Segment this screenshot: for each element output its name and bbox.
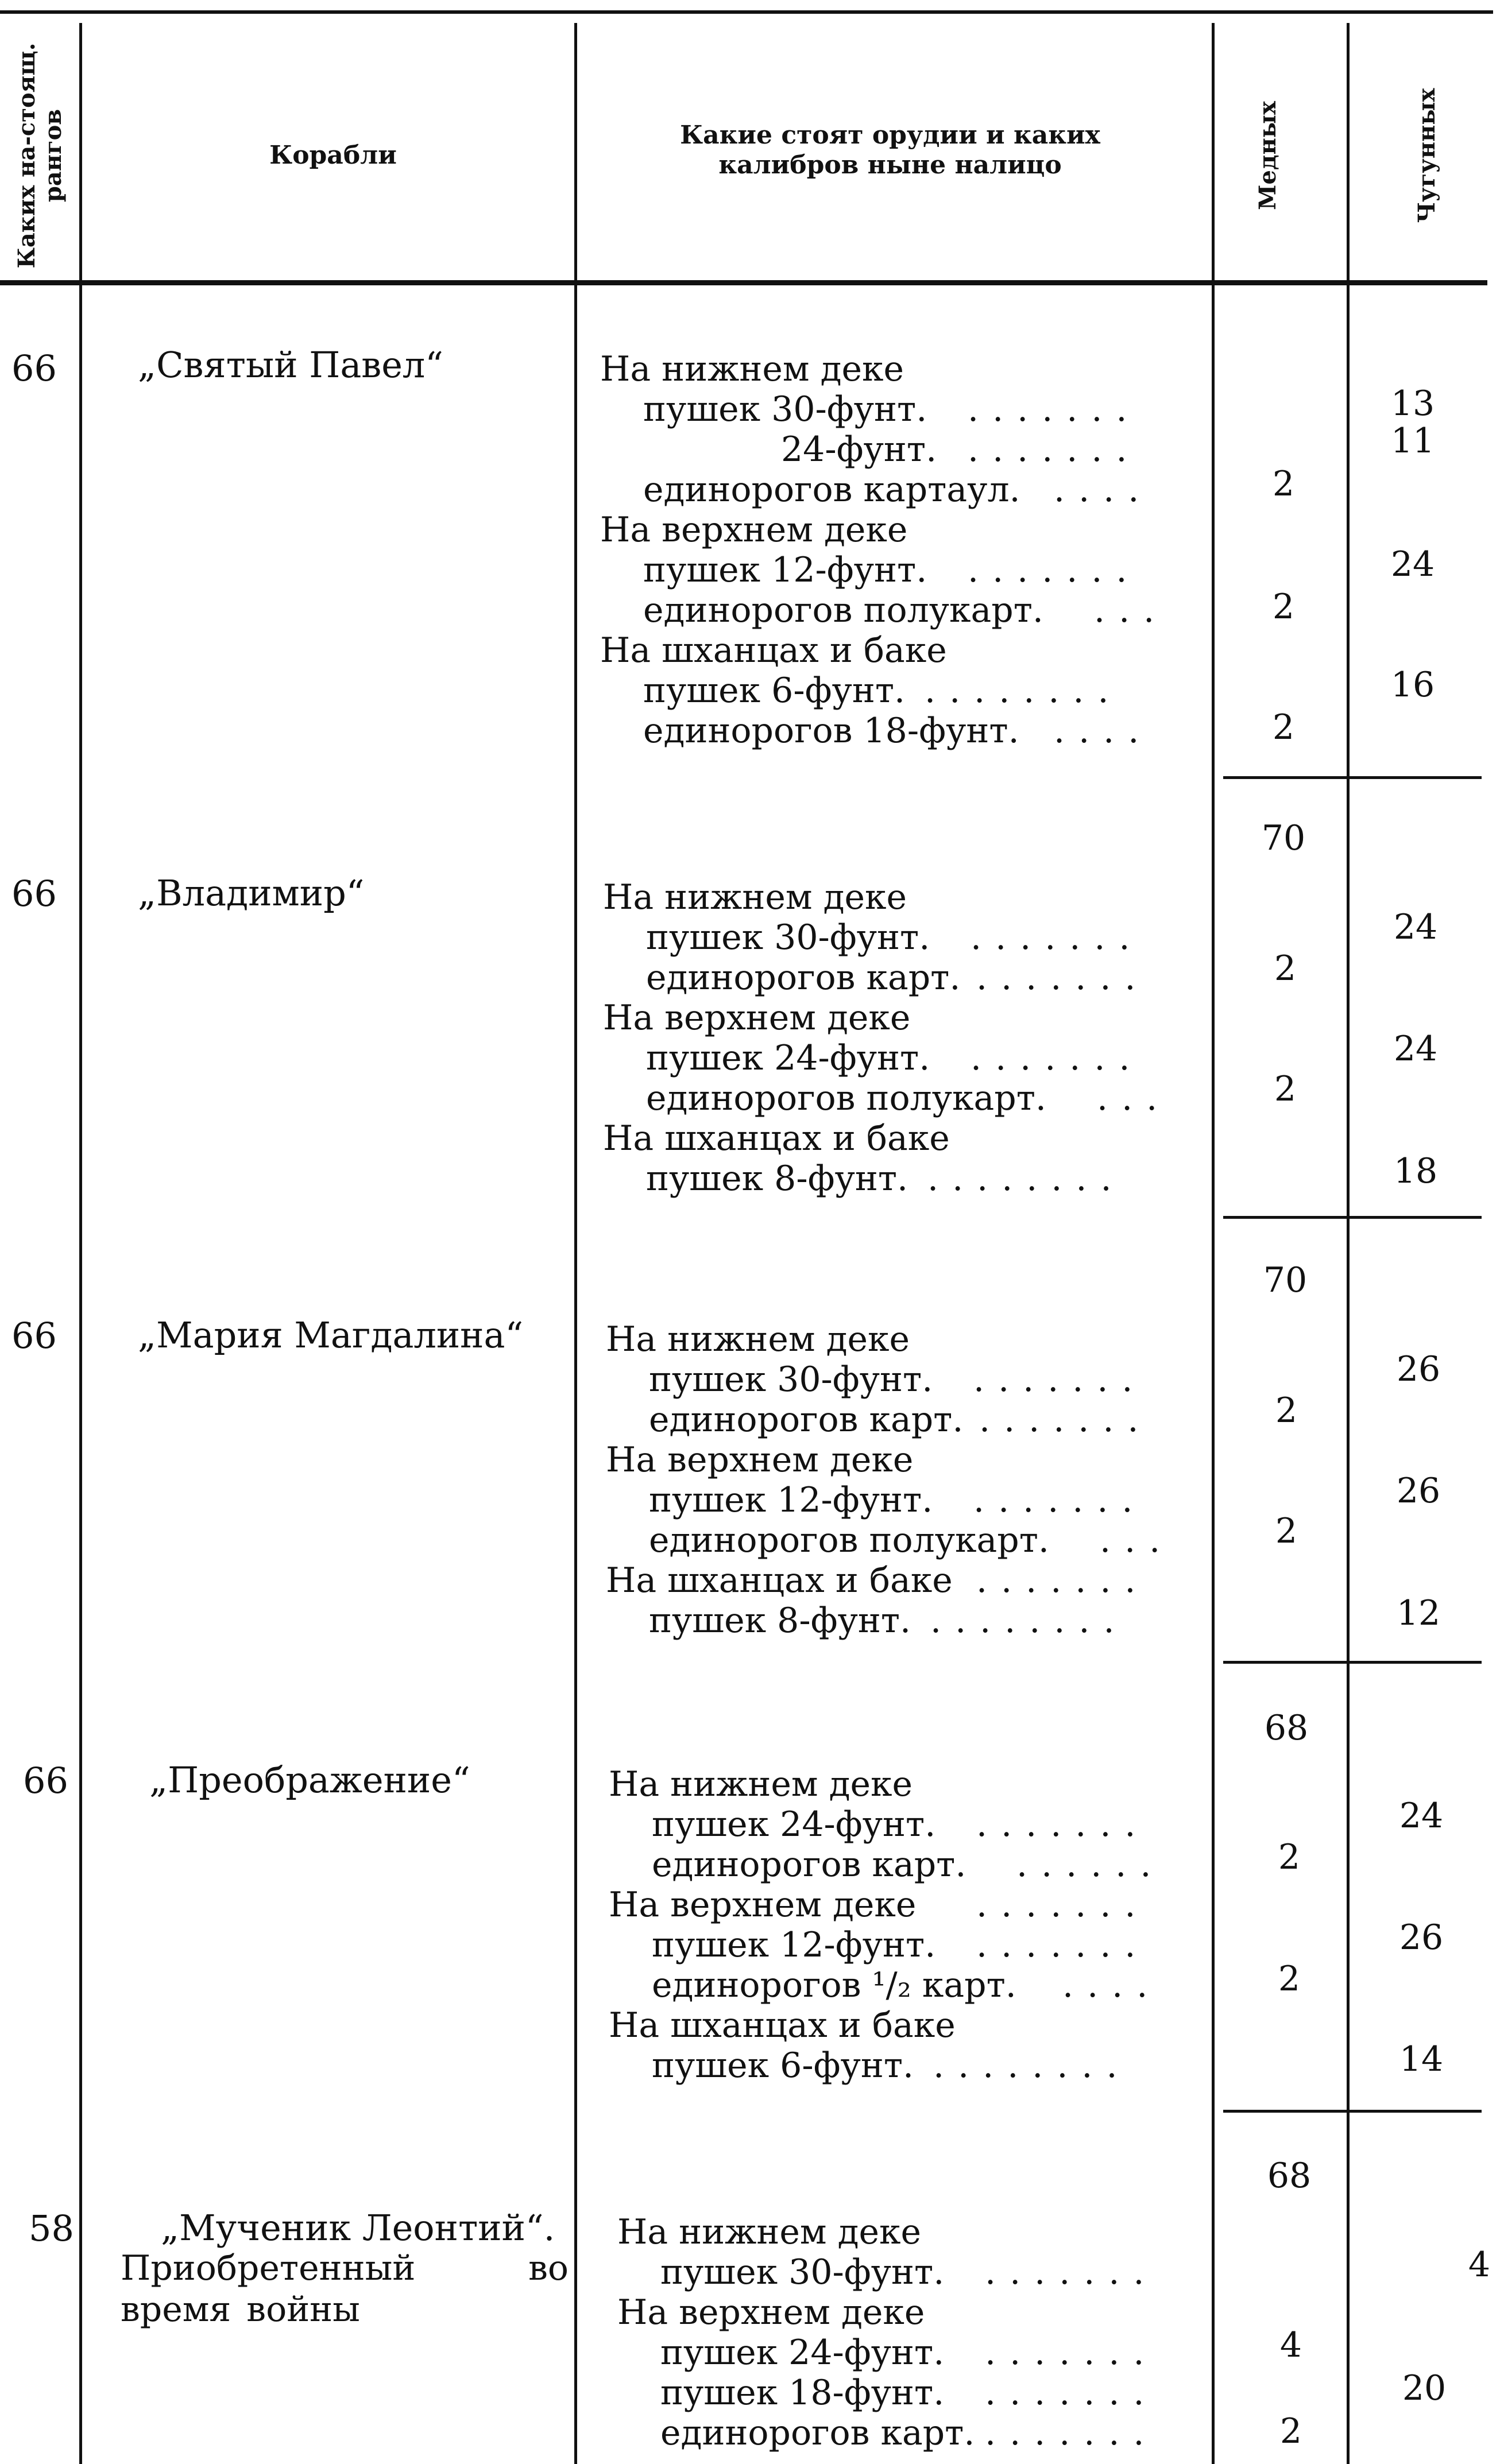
- ship-name: „Мученик Леонтий“.: [161, 2207, 555, 2249]
- ship-total: 70: [1261, 818, 1306, 858]
- deck-heading: На нижнем деке: [617, 2212, 922, 2252]
- leader-dots: ....: [1062, 1965, 1162, 2005]
- gun-entry: единорогов 18-фунт.: [643, 711, 1019, 751]
- gun-entry: пушек 12-фунт.: [643, 550, 927, 590]
- ship-description: Приобретенный во время войны: [121, 2248, 569, 2330]
- copper-count: 2: [1278, 1837, 1301, 1877]
- leader-dots: ......: [1016, 1845, 1165, 1885]
- leader-dots: ........: [930, 1601, 1128, 1641]
- gun-entry: единорогов полукарт.: [643, 590, 1043, 630]
- deck-heading: На шханцах и баке: [609, 2005, 956, 2045]
- gun-entry: пушек 24-фунт.: [646, 1038, 930, 1078]
- gun-entry: пушек 30-фунт.: [649, 1359, 933, 1400]
- ship-name: „Мария Магдалина“: [138, 1314, 524, 1356]
- leader-dots: ........: [927, 1159, 1126, 1199]
- sum-rule-1: [1223, 776, 1482, 779]
- deck-heading: На верхнем деке: [603, 998, 911, 1038]
- leader-dots: .......: [976, 1925, 1150, 1965]
- col-divider-1: [79, 23, 82, 2464]
- ship-rank: 58: [29, 2207, 74, 2249]
- leader-dots: .......: [976, 1560, 1150, 1601]
- gun-entry: 24-фунт.: [781, 429, 937, 470]
- gun-entry: пушек 30-фунт.: [643, 389, 927, 429]
- deck-heading: На шханцах и баке: [603, 1118, 950, 1159]
- gun-entry: единорогов карт.: [660, 2413, 975, 2453]
- gun-entry: единорогов карт.: [649, 1400, 964, 1440]
- copper-count: 4: [1279, 2325, 1302, 2365]
- copper-count: 2: [1272, 587, 1295, 627]
- leader-dots: .......: [973, 1480, 1147, 1520]
- leader-dots: .......: [979, 1400, 1153, 1440]
- sum-rule-2: [1223, 1216, 1482, 1219]
- leader-dots: ....: [1054, 711, 1153, 751]
- header-rank: Каких на-стоящ. рангов: [13, 42, 67, 269]
- iron-count: 11: [1390, 421, 1435, 461]
- gun-entry: пушек 8-фунт.: [649, 1601, 911, 1641]
- iron-count: 26: [1396, 1349, 1441, 1389]
- leader-dots: ........: [925, 671, 1123, 711]
- copper-count: 2: [1279, 2411, 1302, 2451]
- sum-rule-3: [1223, 1661, 1482, 1664]
- deck-heading: На верхнем деке: [606, 1440, 914, 1480]
- iron-count: 24: [1399, 1796, 1444, 1836]
- iron-count: 26: [1396, 1471, 1441, 1511]
- iron-count: 24: [1393, 907, 1438, 947]
- iron-count: 26: [1399, 1917, 1444, 1958]
- leader-dots: .......: [985, 2252, 1158, 2292]
- leader-dots: .......: [985, 2413, 1158, 2453]
- leader-dots: .......: [968, 550, 1141, 590]
- gun-entry: пушек 30-фунт.: [660, 2252, 945, 2292]
- ship-rank: 66: [11, 1315, 57, 1357]
- ship-name: „Святый Павел“: [138, 344, 443, 386]
- leader-dots: ........: [933, 2045, 1131, 2086]
- leader-dots: .......: [971, 1038, 1144, 1078]
- gun-entry: единорогов картаул.: [643, 470, 1020, 510]
- leader-dots: ...: [1097, 1078, 1172, 1118]
- header-guns: Какие стоят орудии и каких калибров ныне налицо: [680, 121, 1100, 180]
- gun-entry: пушек 24-фунт.: [652, 1804, 936, 1845]
- copper-count: 2: [1272, 464, 1295, 504]
- leader-dots: .......: [976, 958, 1150, 998]
- deck-heading: На нижнем деке: [609, 1764, 913, 1804]
- gun-entry: пушек 18-фунт.: [660, 2373, 945, 2413]
- iron-count: 16: [1390, 665, 1435, 705]
- ship-total: 68: [1264, 1708, 1309, 1748]
- col-divider-2: [574, 23, 577, 2464]
- col-divider-4: [1347, 23, 1350, 2464]
- sum-rule-4: [1223, 2110, 1482, 2113]
- header-iron: Чугунных: [1413, 88, 1440, 223]
- iron-count: 18: [1393, 1151, 1438, 1191]
- gun-entry: пушек 12-фунт.: [649, 1480, 933, 1520]
- gun-entry: единорогов полукарт.: [646, 1078, 1046, 1118]
- ship-name: „Владимир“: [138, 872, 365, 914]
- ship-rank: 66: [11, 873, 57, 915]
- iron-count: 12: [1396, 1593, 1441, 1633]
- gun-entry: пушек 30-фунт.: [646, 917, 930, 958]
- iron-count: 4: [1468, 2245, 1490, 2285]
- deck-heading: На шханцах и баке: [600, 630, 947, 671]
- leader-dots: .......: [985, 2373, 1158, 2413]
- iron-count: 14: [1399, 2039, 1444, 2079]
- iron-count: 20: [1402, 2368, 1447, 2408]
- ship-total: 70: [1263, 1260, 1308, 1300]
- col-divider-3: [1212, 23, 1215, 2464]
- leader-dots: ...: [1094, 590, 1169, 630]
- leader-dots: .......: [971, 917, 1144, 958]
- ship-rank: 66: [23, 1760, 68, 1801]
- gun-entry: единорогов карт.: [646, 958, 961, 998]
- ship-total: 68: [1267, 2156, 1312, 2196]
- header-copper: Медных: [1254, 101, 1281, 210]
- gun-entry: единорогов ¹/₂ карт.: [652, 1965, 1016, 2005]
- gun-entry: единорогов карт.: [652, 1845, 966, 1885]
- leader-dots: .......: [985, 2333, 1158, 2373]
- top-rule: [0, 10, 1493, 14]
- iron-count: 24: [1390, 544, 1435, 584]
- gun-entry: единорогов полукарт.: [649, 1520, 1049, 1560]
- copper-count: 2: [1272, 707, 1295, 747]
- leader-dots: .......: [973, 1359, 1147, 1400]
- leader-dots: .......: [968, 389, 1141, 429]
- iron-count: 13: [1390, 383, 1435, 424]
- copper-count: 2: [1274, 1069, 1297, 1109]
- deck-heading: На верхнем деке: [617, 2292, 925, 2333]
- header-ships: Корабли: [269, 141, 397, 170]
- deck-heading: На верхнем деке: [600, 510, 908, 550]
- ship-name: „Преображение“: [149, 1759, 470, 1801]
- gun-entry: пушек 12-фунт.: [652, 1925, 936, 1965]
- iron-count: 24: [1393, 1029, 1438, 1069]
- deck-heading: На нижнем деке: [606, 1319, 910, 1359]
- leader-dots: .......: [976, 1885, 1150, 1925]
- copper-count: 2: [1275, 1390, 1298, 1431]
- copper-count: 2: [1275, 1511, 1298, 1551]
- header-rule: [0, 280, 1487, 285]
- gun-entry: пушек 24-фунт.: [660, 2333, 945, 2373]
- leader-dots: .......: [968, 429, 1141, 470]
- copper-count: 2: [1278, 1959, 1301, 1999]
- deck-heading: На шханцах и баке: [606, 1560, 953, 1601]
- deck-heading: На верхнем деке: [609, 1885, 917, 1925]
- leader-dots: ....: [1054, 470, 1153, 510]
- deck-heading: На нижнем деке: [603, 877, 907, 917]
- gun-entry: пушек 8-фунт.: [646, 1159, 908, 1199]
- leader-dots: ...: [1100, 1520, 1174, 1560]
- deck-heading: На нижнем деке: [600, 349, 904, 389]
- ship-rank: 66: [11, 347, 57, 389]
- gun-entry: пушек 6-фунт.: [643, 671, 906, 711]
- leader-dots: .......: [976, 1804, 1150, 1845]
- copper-count: 2: [1274, 948, 1297, 989]
- gun-entry: пушек 6-фунт.: [652, 2045, 914, 2086]
